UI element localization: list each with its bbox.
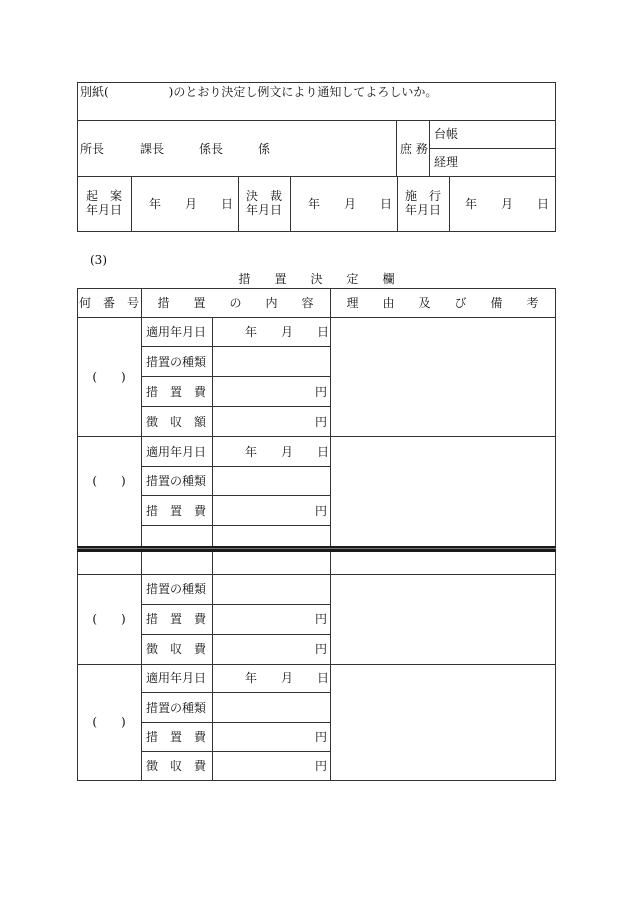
g3-label-shurui: 措置の種類 xyxy=(146,582,207,596)
header-nanbango: 何 番 号 xyxy=(78,296,139,310)
row-divider xyxy=(141,692,331,693)
row-divider xyxy=(77,317,556,318)
page-break-stripe xyxy=(77,548,556,549)
row-divider xyxy=(141,751,331,752)
group1-paren: ( ) xyxy=(92,370,126,384)
row-divider xyxy=(141,634,331,635)
kessai-label: 決 裁 年月日 xyxy=(245,189,282,217)
row-divider xyxy=(77,436,556,437)
g1-date: 年 月 日 xyxy=(245,325,330,339)
g4-yen-sochihi: 円 xyxy=(315,730,328,744)
role-shocho: 所長 xyxy=(80,142,105,156)
g4-label-choshu: 徴 収 費 xyxy=(146,759,207,773)
divider xyxy=(77,120,556,121)
g4-label-sochihi: 措 置 費 xyxy=(146,730,207,744)
shiko-date: 年 月 日 xyxy=(464,197,549,211)
header-sochi-naiyo: 措 置 の 内 容 xyxy=(157,296,314,310)
row-divider xyxy=(141,722,331,723)
divider xyxy=(77,176,556,177)
col-divider xyxy=(330,288,331,781)
g1-yen-sochihi: 円 xyxy=(315,385,328,399)
row-divider xyxy=(141,525,331,526)
table-border xyxy=(77,288,556,289)
group3-paren: ( ) xyxy=(92,612,126,626)
row-divider xyxy=(141,346,331,347)
kian-label: 起 案 年月日 xyxy=(85,189,122,217)
row-divider xyxy=(141,604,331,605)
g1-label-tekiyo: 適用年月日 xyxy=(146,325,207,339)
keiri-label: 経理 xyxy=(434,155,459,169)
table-border xyxy=(77,288,78,781)
g2-label-shurui: 措置の種類 xyxy=(146,474,207,488)
g2-label-sochihi: 措 置 費 xyxy=(146,504,207,518)
g3-yen-choshu: 円 xyxy=(315,642,328,656)
row-divider xyxy=(141,376,331,377)
kian-date: 年 月 日 xyxy=(148,197,233,211)
header-riyu: 理 由 及 び 備 考 xyxy=(346,296,539,310)
daicho-label: 台帳 xyxy=(434,127,459,141)
shiko-label: 施 行 年月日 xyxy=(404,189,441,217)
group4-paren: ( ) xyxy=(92,715,126,729)
g2-label-tekiyo: 適用年月日 xyxy=(146,445,207,459)
g4-date: 年 月 日 xyxy=(245,671,330,685)
group2-paren: ( ) xyxy=(92,474,126,488)
g3-yen-sochihi: 円 xyxy=(315,612,328,626)
table-border xyxy=(555,288,556,781)
divider xyxy=(396,120,397,176)
kessai-date: 年 月 日 xyxy=(307,197,392,211)
col-divider xyxy=(141,288,142,781)
role-kakaricho: 係長 xyxy=(199,142,224,156)
row-divider xyxy=(141,466,331,467)
role-kacho: 課長 xyxy=(140,142,165,156)
row-divider xyxy=(77,574,556,575)
divider xyxy=(429,148,556,149)
page-break-band xyxy=(77,546,556,552)
g2-yen-sochihi: 円 xyxy=(315,504,328,518)
g4-label-tekiyo: 適用年月日 xyxy=(146,671,207,685)
role-kakari: 係 xyxy=(258,142,271,156)
g3-label-choshu: 徴 収 費 xyxy=(146,642,207,656)
g1-yen-choshu: 円 xyxy=(315,415,328,429)
section-title: 措 置 決 定 欄 xyxy=(238,272,395,286)
g4-label-shurui: 措置の種類 xyxy=(146,701,207,715)
g4-yen-choshu: 円 xyxy=(315,759,328,773)
approval-statement: 別紙( )のとおり決定し例文により通知してよろしいか。 xyxy=(80,85,438,99)
g2-date: 年 月 日 xyxy=(245,445,330,459)
row-divider xyxy=(141,495,331,496)
table-border xyxy=(77,780,556,781)
section-number: (3) xyxy=(90,253,107,267)
g3-label-sochihi: 措 置 費 xyxy=(146,612,207,626)
shomu-label: 庶 務 xyxy=(400,142,428,156)
row-divider xyxy=(77,664,556,665)
g1-label-shurui: 措置の種類 xyxy=(146,355,207,369)
g1-label-sochihi: 措 置 費 xyxy=(146,385,207,399)
g1-label-choshu: 徴 収 額 xyxy=(146,415,207,429)
row-divider xyxy=(141,406,331,407)
